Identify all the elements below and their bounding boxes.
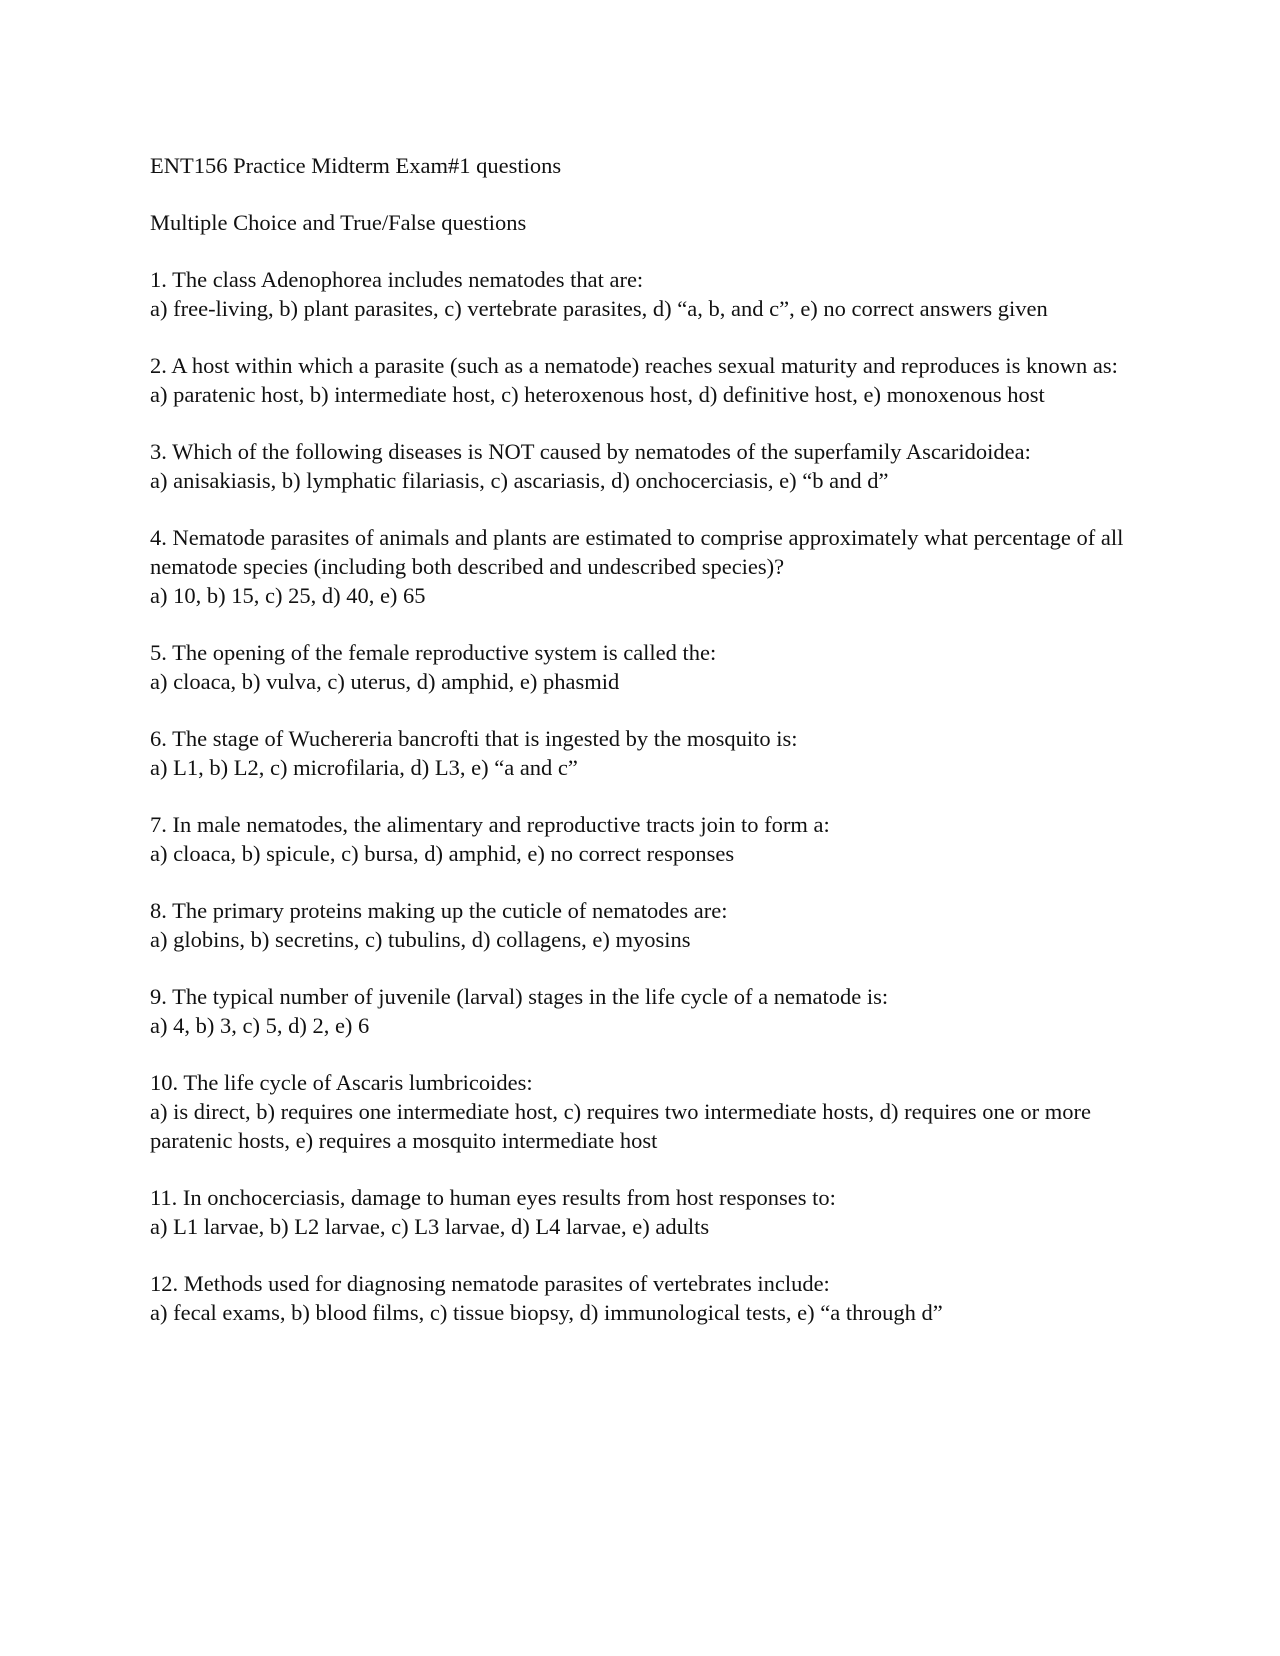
page-title: ENT156 Practice Midterm Exam#1 questions	[150, 153, 562, 178]
question-1	[150, 265, 1135, 323]
question-prompt: 7. In male nematodes, the alimentary and reproductive tracts join to form a:	[150, 812, 830, 837]
question-5	[150, 638, 1135, 696]
answer-choices: a) L1, b) L2, c) microfilaria, d) L3, e) “a and c”	[150, 755, 578, 780]
question-7	[150, 810, 1135, 868]
answer-choices: a) 10, b) 15, c) 25, d) 40, e) 65	[150, 583, 426, 608]
question-prompt: 11. In onchocerciasis, damage to human eyes results from host responses to:	[150, 1185, 836, 1210]
question-11	[150, 1183, 1135, 1241]
answer-choices: a) globins, b) secretins, c) tubulins, d) collagens, e) myosins	[150, 927, 691, 952]
question-8	[150, 896, 1135, 954]
answer-choices: a) cloaca, b) vulva, c) uterus, d) amphid, e) phasmid	[150, 669, 620, 694]
question-9	[150, 982, 1135, 1040]
answer-choices: a) 4, b) 3, c) 5, d) 2, e) 6	[150, 1013, 370, 1038]
question-prompt: 8. The primary proteins making up the cuticle of nematodes are:	[150, 898, 728, 923]
question-prompt: 9. The typical number of juvenile (larval) stages in the life cycle of a nematode is:	[150, 984, 889, 1009]
question-2	[150, 351, 1135, 409]
document-content	[150, 151, 1135, 1355]
question-4	[150, 523, 1135, 610]
question-prompt: 6. The stage of Wuchereria bancrofti that is ingested by the mosquito is:	[150, 726, 798, 751]
answer-choices: a) is direct, b) requires one intermediate host, c) requires two intermediate hosts, d) requires one or more paratenic hosts, e) requires a mosquito intermediate host	[150, 1099, 1091, 1153]
question-prompt: 4. Nematode parasites of animals and plants are estimated to comprise approximately what percentage of all nematode species (including both described and undescribed species)?	[150, 525, 1124, 579]
question-prompt: 10. The life cycle of Ascaris lumbricoides:	[150, 1070, 533, 1095]
question-6	[150, 724, 1135, 782]
question-prompt: 12. Methods used for diagnosing nematode parasites of vertebrates include:	[150, 1271, 830, 1296]
answer-choices: a) free-living, b) plant parasites, c) vertebrate parasites, d) “a, b, and c”, e) no correct answers given	[150, 296, 1048, 321]
question-prompt: 2. A host within which a parasite (such as a nematode) reaches sexual maturity and reproduces is known as:	[150, 353, 1118, 378]
answer-choices: a) paratenic host, b) intermediate host, c) heteroxenous host, d) definitive host, e) monoxenous host	[150, 382, 1045, 407]
answer-choices: a) cloaca, b) spicule, c) bursa, d) amphid, e) no correct responses	[150, 841, 735, 866]
section-title: Multiple Choice and True/False questions	[150, 210, 527, 235]
question-3	[150, 437, 1135, 495]
answer-choices: a) L1 larvae, b) L2 larvae, c) L3 larvae, d) L4 larvae, e) adults	[150, 1214, 710, 1239]
question-12	[150, 1269, 1135, 1327]
answer-choices: a) fecal exams, b) blood films, c) tissue biopsy, d) immunological tests, e) “a through d”	[150, 1300, 943, 1325]
question-prompt: 5. The opening of the female reproductive system is called the:	[150, 640, 717, 665]
question-prompt: 3. Which of the following diseases is NOT caused by nematodes of the superfamily Ascaridoidea:	[150, 439, 1031, 464]
question-prompt: 1. The class Adenophorea includes nematodes that are:	[150, 267, 644, 292]
question-10	[150, 1068, 1135, 1155]
answer-choices: a) anisakiasis, b) lymphatic filariasis, c) ascariasis, d) onchocerciasis, e) “b and d”	[150, 468, 889, 493]
